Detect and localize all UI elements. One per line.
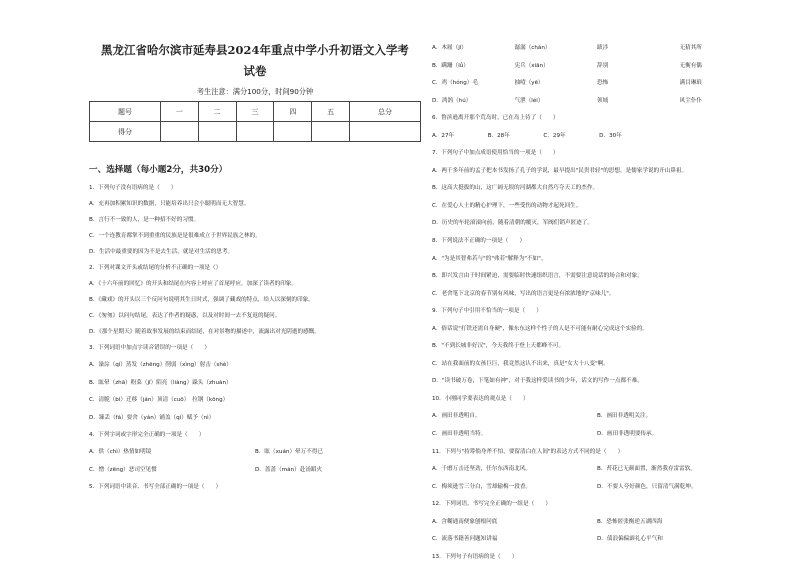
question-line: 13．下列句子有语病的是（ ） — [432, 553, 518, 560]
score-table-header — [90, 102, 421, 122]
score-header-cell: 题号 — [90, 102, 161, 122]
question-line: C．老舍笔下北京的春节别有风味，写出的语言更是有浓浓地的"京味儿"。 — [432, 290, 615, 297]
question-line: C．《匆匆》以问句结尾，表达了作者的疑惑，以及对时间一去不复返的疑问。 — [89, 313, 281, 319]
option: D．鸿鹄（hú） — [432, 97, 472, 104]
question-line: A．27年 B．28年 C．29年 D．30年 — [432, 132, 622, 139]
option: A．画田非透明自。 — [432, 413, 481, 420]
question-line: 3．下列词语中加点字读音错误的一项是（ ） — [89, 345, 211, 351]
question-line: D．历史的车轮滚滚向前，随着清朝的覆灭，军阀们销声匿迹了。 — [432, 220, 593, 227]
question-line: 5．下列词语中读音、书写全部正确的一项是（ ） — [89, 484, 222, 491]
question-line: 12．下列词语，书写完全正确的一组是（ ） — [432, 501, 551, 508]
score-cell — [198, 122, 236, 142]
option: D．蔷蔷（mán）赴汤蹈火 — [255, 466, 323, 473]
option: C．画田非透明当特。 — [432, 431, 487, 438]
exam-title-line1: 黑龙江省哈尔滨市延寿县2024年重点中学小升初语文入学考 — [101, 43, 409, 57]
option-row — [432, 44, 762, 53]
option-row — [432, 97, 762, 106]
question-line: 10．小刚同学要表达的观点是（ ） — [432, 395, 529, 402]
score-table-row — [90, 122, 421, 142]
score-header-cell: 五 — [312, 102, 350, 122]
option: 无衡有偶 — [679, 62, 702, 69]
option: 风尘仆仆 — [679, 97, 702, 104]
question-line: 7．下列句子中加点成语使用恰当的一项是（ ） — [432, 150, 559, 157]
exam-title — [89, 40, 421, 82]
option-row — [432, 535, 762, 544]
option: 潺潺（chán） — [514, 45, 551, 51]
question-line: D．"读书破万卷，下笔如有神"，对于我这样爱读书的少年，话文的写作一点都不难。 — [432, 378, 643, 385]
option: D．债浪偏偏霹礼心平气和 — [597, 536, 663, 543]
question-line: 9．下列句子中引用不恰当的一项是（ ） — [432, 308, 542, 315]
question-line: C．清脆（bì）迁移（ján）顶清（cuō） 拉钢（kōng） — [89, 397, 229, 404]
score-row-label: 得分 — [90, 122, 161, 142]
score-cell — [274, 122, 312, 142]
score-header-cell: 总分 — [350, 102, 421, 122]
option: B．眩（xuán）晕万不得已 — [255, 449, 324, 456]
question-line: B．眩晕（zhā）粉菜（jǐ）陌亮（liàng）跺头（zhuàn） — [89, 379, 232, 386]
score-cell — [312, 122, 350, 142]
question-line: B．即兴发言由于时间紧迫，需要临时快速组织语言，不需要注意说话的场合和对象。 — [432, 273, 643, 280]
question-line: 8．下列说法不正确的一项是（ ） — [432, 238, 526, 245]
option: B．恐怖匿张衡逆五湖四海 — [597, 518, 663, 525]
score-header-cell: 二 — [198, 102, 236, 122]
option: A．木屐（jī） — [432, 45, 467, 51]
question-line: 2．下列对课文开头或结尾的分析不正确的一项是（） — [89, 265, 222, 271]
option: 领域 — [597, 97, 609, 104]
right-column — [432, 40, 762, 562]
option: D．画田非透明要传承。 — [597, 431, 658, 438]
score-cell — [350, 122, 421, 142]
question-line: A．两千多年前的孟子把本书发扬了孔子的学说，最早提出"民贵君轻"的思想，是儒家学说的开山鼻祖。 — [432, 167, 688, 174]
option-row — [432, 518, 762, 527]
option-row — [89, 448, 421, 457]
option: C．憎（zēng）恶司空见惯 — [89, 466, 157, 473]
score-table — [89, 101, 421, 142]
option: C．梅须逊雪三分白，雪却输梅一段香。 — [432, 483, 532, 490]
option: A．供（chì）热情如明镜 — [89, 449, 152, 456]
question-line: D．臻丢（fá）要舍（yán）铺盖（qí）赋予（nì） — [89, 414, 215, 421]
option: 恐怖 — [597, 80, 609, 87]
question-line: 11．下列与"持筹倘身斧不怕，要留清白在人间"的表达方式不同的是（ ） — [432, 448, 624, 455]
question-line: A．《十六年前的回忆》的开头和结尾在内容上呼应了首尾呼应，加深了读者的印象。 — [89, 281, 297, 287]
question-line: 1．下列句子没有语病的是（ ） — [89, 185, 177, 191]
exam-title-line2: 试卷 — [243, 64, 267, 78]
option: D．不要人夸好颜色，只留清气满乾坤。 — [597, 483, 697, 490]
option-row — [89, 466, 421, 475]
left-column — [89, 40, 421, 492]
option-row — [432, 62, 762, 71]
score-header-cell: 三 — [236, 102, 274, 122]
question-line: A．澡淙（qí）蒸发（zhēng）削弱（xìng）射击（shè） — [89, 362, 232, 369]
question-line: A．"为是其智弗若与"的"弗若"解释为"不如"。 — [432, 255, 547, 262]
question-line: C．在爱心人士的精心护理下，一些受伤的动物才起死回生。 — [432, 202, 582, 209]
option: 跋涉 — [597, 45, 609, 51]
option-row — [432, 430, 762, 439]
score-cell — [160, 122, 198, 142]
question-line: B．"不到长城非好汉"，今天我终于登上天都峰不可。 — [432, 343, 565, 350]
option: A．含糊通南便象刨根问底 — [432, 518, 498, 525]
option: C．流落书籍善问题知讲福 — [432, 536, 498, 543]
option-row — [432, 79, 762, 88]
option-row — [432, 483, 762, 492]
question-line: C．一个连教育都掌不到重重的民族是是很难成立于世界民族之林的。 — [89, 233, 261, 239]
option: B．苔花已无颜面置，渐然我存雷雷软。 — [597, 466, 696, 473]
question-line: B．《藏戏》的开头以三个反问句说明其生日时式，强调了藏戏的特点，给人以深刻的印象。 — [89, 297, 314, 303]
score-cell — [236, 122, 274, 142]
option: 气泄（léi） — [514, 97, 544, 104]
option: B．蹒跚（lǚ） — [432, 62, 469, 69]
exam-note: 考生注意：满分100分，时间90分钟 — [196, 87, 314, 96]
question-line: A．俗话说"打铁还需自身硬"，像东东这样个性子的人是不可能有耐心完成这个实验的。 — [432, 325, 648, 332]
option-row — [432, 465, 762, 474]
section-heading: 一、选择题（每小题2分，共30分） — [89, 165, 228, 175]
question-line: 4．下列字词或字形完全正确的一项是（ ） — [89, 431, 205, 438]
option: 无猜其所 — [679, 45, 702, 51]
option: C．鸡（hóng）毛 — [432, 80, 478, 87]
question-line: D．《那个星期天》随着故事发展的结束而结尾，在对景物的描述中，流露出对光阴逝的感慨。 — [89, 329, 320, 335]
question-line: A．充再加积累知识的数据，只能培养出只会小聪明而无大智慧。 — [89, 201, 250, 207]
option: B．画田非透明关注。 — [597, 413, 652, 420]
question-line: D．生活中最重要的因为不是去生活，就是对生活的思考。 — [89, 249, 234, 255]
question-line: 6．鲁滨逊离开那个荒岛时，已在岛上待了（ ） — [432, 115, 559, 122]
score-header-cell: 一 — [160, 102, 198, 122]
option: 满目琳琅 — [679, 80, 702, 87]
question-line: C．站在我面前的女孩巨巨，我竟然这认不出来，真是"女大十八变"啊。 — [432, 360, 609, 367]
option: 辞别 — [597, 62, 609, 69]
question-line: B．这高大挺拔的山，这广阔无垠的河湖都大自然巧夺天工的杰作。 — [432, 185, 599, 192]
option-row — [432, 412, 762, 421]
score-header-cell: 四 — [274, 102, 312, 122]
option: 抽噎（yē） — [514, 80, 544, 87]
option: A．千磨万击还坚劲，任尔东西南北风。 — [432, 466, 531, 473]
question-line: B．言行不一致的人，是一种招不好的习惯。 — [89, 217, 200, 223]
option: 宪兵（xiān） — [514, 62, 549, 69]
